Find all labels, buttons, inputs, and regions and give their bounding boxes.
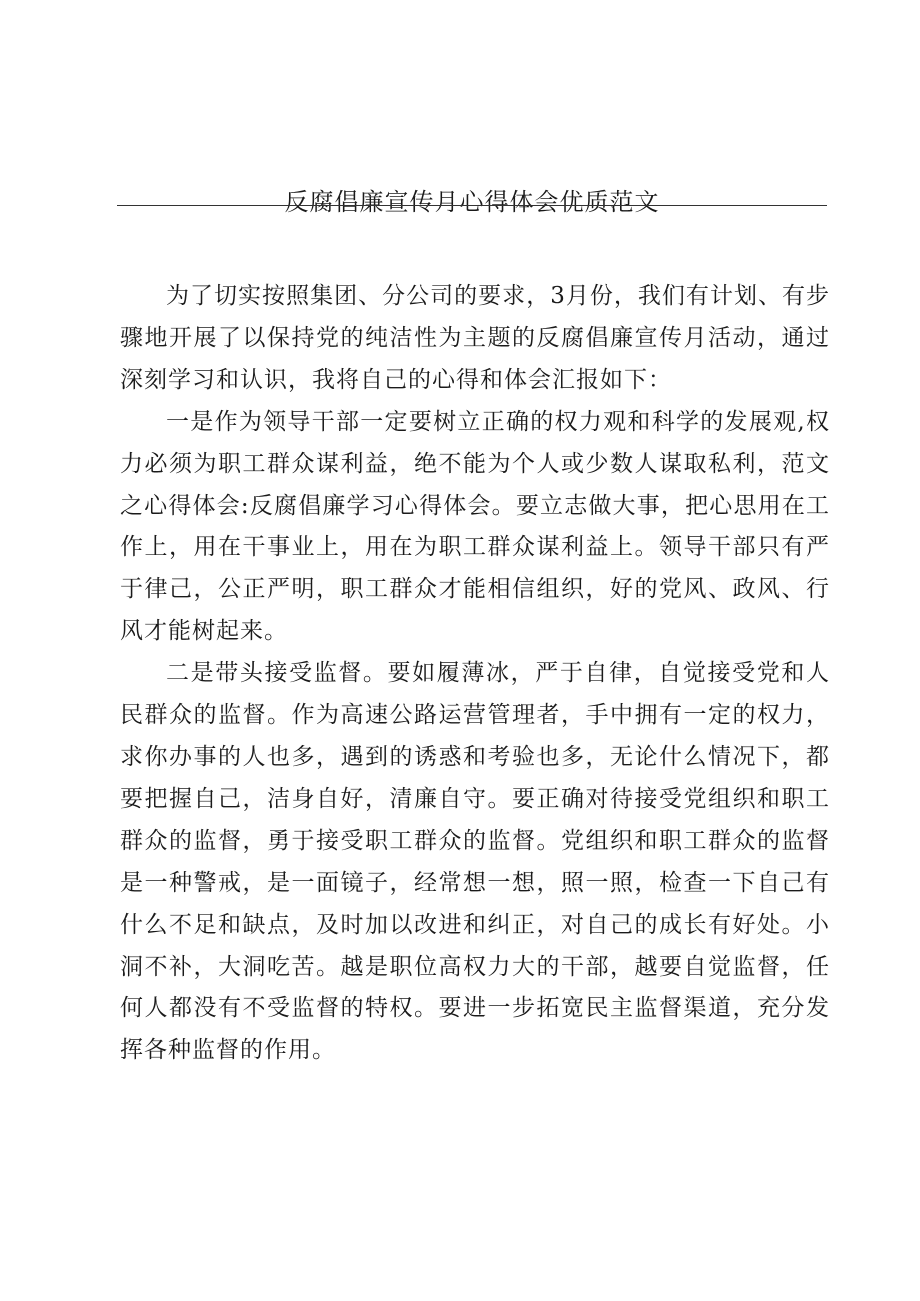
title-underline-divider xyxy=(117,205,827,206)
document-body xyxy=(120,276,830,1072)
document-title: 反腐倡廉宣传月心得体会优质范文 xyxy=(284,188,660,217)
paragraph-intro: 为了切实按照集团、分公司的要求，3月份，我们有计划、有步骤地开展了以保持党的纯洁性为主题的反腐倡廉宣传月活动，通过深刻学习和认识，我将自己的心得和体会汇报如下： xyxy=(120,283,830,393)
paragraph-point-two: 二是带头接受监督。要如履薄冰，严于自律，自觉接受党和人民群众的监督。作为高速公路运营管理者，手中拥有一定的权力，求你办事的人也多，遇到的诱惑和考验也多，无论什么情况下，都要把握自己，洁身自好，清廉自守。要正确对待接受党组织和职工群众的监督，勇于接受职工群众的监督。党组织和职工群众的监督是一种警戒，是一面镜子，经常想一想，照一照，检查一下自己有什么不足和缺点，及时加以改进和纠正，对自己的成长有好处。小洞不补，大洞吃苦。越是职位高权力大的干部，越要自觉监督，任何人都没有不受监督的特权。要进一步拓宽民主监督渠道，充分发挥各种监督的作用。 xyxy=(120,660,830,1064)
paragraph-point-one: 一是作为领导干部一定要树立正确的权力观和科学的发展观,权力必须为职工群众谋利益，绝不能为个人或少数人谋取私利，范文之心得体会:反腐倡廉学习心得体会。要立志做大事，把心思用在工作上，用在干事业上，用在为职工群众谋利益上。领导干部只有严于律己，公正严明，职工群众才能相信组织，好的党风、政风、行风才能树起来。 xyxy=(120,408,830,645)
